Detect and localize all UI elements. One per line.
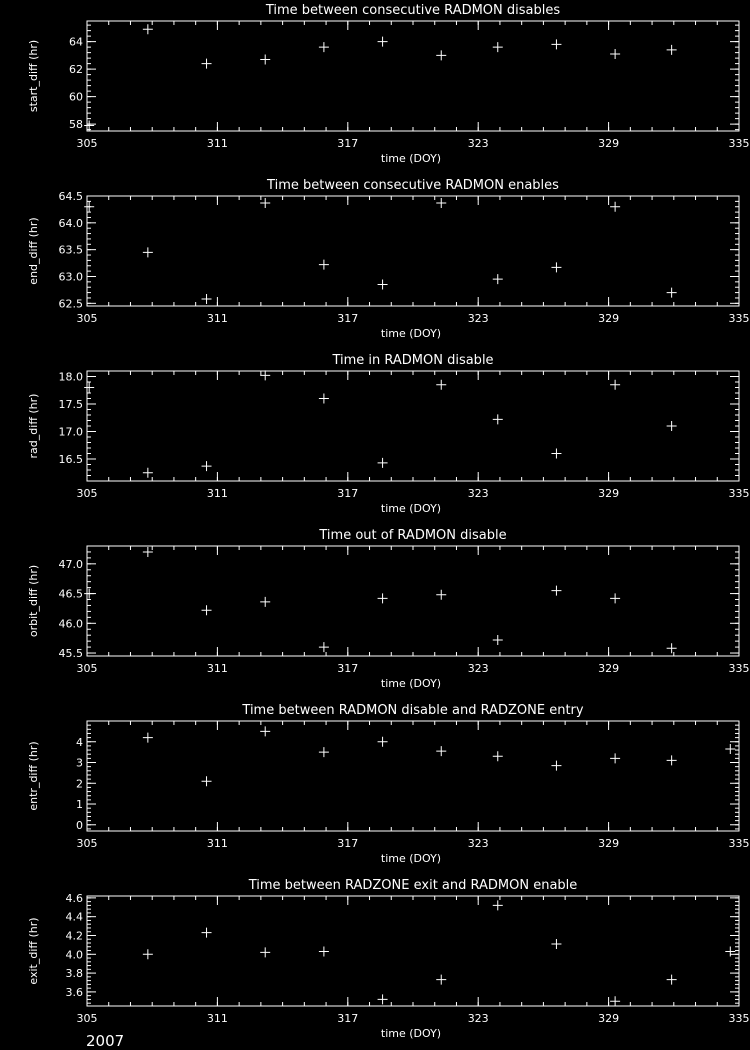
data-point [319,260,329,270]
data-point [143,247,153,257]
x-tick-label: 317 [337,312,359,325]
y-tick-label: 45.5 [58,647,83,661]
y-axis-label: end_diff (hr) [27,217,40,285]
x-tick-label: 317 [337,487,359,500]
data-point [610,593,620,603]
y-tick-label: 64.0 [58,216,83,230]
data-point [143,468,153,478]
chart-title: Time in RADMON disable [332,353,494,368]
data-point [84,383,94,393]
y-tick-label: 16.5 [58,453,83,466]
data-point [667,288,677,298]
chart-title: Time between RADMON disable and RADZONE entry [242,703,584,718]
x-tick-label: 329 [598,312,620,325]
chart-panel-5 [27,703,750,865]
data-point [143,949,153,959]
data-point [551,449,561,459]
data-point [84,202,94,212]
y-tick-label: 17.0 [58,425,83,439]
data-point [378,994,388,1004]
y-axis-label: rad_diff (hr) [27,393,40,459]
x-tick-label: 317 [337,837,359,850]
y-axis-label: start_diff (hr) [27,39,40,113]
x-tick-label: 323 [467,137,489,150]
chart-panel-2 [27,178,750,340]
data-point [84,121,94,131]
y-tick-label: 46.5 [58,587,83,601]
data-point [202,605,212,615]
data-point [319,747,329,757]
x-tick-label: 305 [76,312,98,325]
y-tick-label: 58 [69,118,83,132]
data-point [493,635,503,645]
data-point [202,294,212,304]
y-tick-label: 47.0 [58,557,83,571]
plot-frame [87,546,739,656]
plot-frame [87,371,739,481]
plot-frame [87,896,739,1006]
x-tick-label: 305 [76,137,98,150]
data-point [378,280,388,290]
x-tick-label: 323 [467,1012,489,1025]
x-tick-label: 329 [598,837,620,850]
data-point [202,776,212,786]
data-point [260,370,270,380]
y-tick-label: 2 [76,777,83,791]
data-point [378,737,388,747]
y-tick-label: 62.5 [58,297,83,311]
x-tick-label: 311 [206,312,228,325]
x-tick-label: 323 [467,837,489,850]
y-tick-label: 62 [69,63,83,77]
data-point [202,461,212,471]
y-tick-label: 3 [76,756,83,770]
data-point [319,642,329,652]
data-point [260,198,270,208]
x-tick-label: 305 [76,662,98,675]
data-point [260,726,270,736]
data-point [667,975,677,985]
x-tick-label: 329 [598,662,620,675]
data-point [493,414,503,424]
x-tick-label: 317 [337,1012,359,1025]
y-tick-label: 3.8 [65,967,83,981]
data-point [319,42,329,52]
x-tick-label: 311 [206,1012,228,1025]
y-tick-label: 4.2 [65,929,83,943]
data-point [551,939,561,949]
chart-panel-1 [27,3,750,165]
data-point [551,586,561,596]
data-point [493,751,503,761]
x-tick-label: 323 [467,487,489,500]
chart-title: Time out of RADMON disable [319,528,507,543]
data-point [202,59,212,69]
data-point [378,593,388,603]
data-point [143,24,153,34]
x-axis-label: time (DOY) [380,327,442,340]
y-tick-label: 3.6 [65,985,83,999]
data-point [436,50,446,60]
x-tick-label: 311 [206,662,228,675]
y-tick-label: 4 [76,735,83,749]
chart-title: Time between consecutive RADMON disables [265,3,561,18]
x-tick-label: 323 [467,312,489,325]
data-point [260,597,270,607]
data-point [378,37,388,47]
y-axis-label: entr_diff (hr) [27,741,40,811]
x-tick-label: 335 [728,837,750,850]
data-point [436,380,446,390]
data-point [260,55,270,65]
x-tick-label: 317 [337,137,359,150]
x-axis-label: time (DOY) [380,852,442,865]
y-tick-label: 1 [76,798,83,812]
data-point [725,744,735,754]
data-point [610,49,620,59]
x-tick-label: 311 [206,137,228,150]
y-tick-label: 46.0 [58,617,83,631]
data-point [667,45,677,55]
x-tick-label: 335 [728,1012,750,1025]
x-tick-label: 305 [76,1012,98,1025]
x-tick-label: 335 [728,662,750,675]
data-point [610,996,620,1006]
x-tick-label: 305 [76,487,98,500]
y-tick-label: 4.0 [65,948,83,962]
chart-panel-3 [27,353,750,515]
y-tick-label: 17.5 [58,398,83,411]
y-tick-label: 4.4 [65,910,83,924]
data-point [143,733,153,743]
data-point [202,928,212,938]
x-tick-label: 329 [598,487,620,500]
data-point [551,761,561,771]
data-point [436,975,446,985]
data-point [551,39,561,49]
y-tick-label: 63.0 [58,270,83,284]
x-axis-label: time (DOY) [380,152,442,165]
year-label: 2007 [86,1032,125,1050]
plot-frame [87,21,739,131]
y-axis-label: exit_diff (hr) [27,917,40,985]
y-tick-label: 18.0 [58,370,83,384]
data-point [319,946,329,956]
y-tick-label: 0 [76,818,83,832]
x-tick-label: 311 [206,837,228,850]
data-point [436,590,446,600]
y-tick-label: 4.6 [65,891,83,905]
y-tick-label: 64.5 [58,190,83,203]
chart-panel-6 [27,878,750,1040]
data-point [493,42,503,52]
data-point [260,947,270,957]
data-point [84,589,94,599]
chart-title: Time between RADZONE exit and RADMON enable [248,878,578,893]
data-point [436,198,446,208]
data-point [436,746,446,756]
y-axis-label: orbit_diff (hr) [27,564,40,638]
data-point [319,394,329,404]
data-point [493,900,503,910]
y-tick-label: 64 [69,35,83,49]
data-point [551,262,561,272]
x-axis-label: time (DOY) [380,677,442,690]
x-tick-label: 311 [206,487,228,500]
x-tick-label: 323 [467,662,489,675]
y-tick-label: 60 [69,90,83,104]
x-tick-label: 329 [598,137,620,150]
data-point [667,421,677,431]
x-tick-label: 305 [76,837,98,850]
data-point [378,458,388,468]
data-point [143,547,153,557]
data-point [610,202,620,212]
plot-frame [87,721,739,831]
data-point [610,753,620,763]
data-point [667,755,677,765]
x-tick-label: 329 [598,1012,620,1025]
x-tick-label: 335 [728,312,750,325]
x-axis-label: time (DOY) [380,502,442,515]
x-tick-label: 317 [337,662,359,675]
plot-frame [87,196,739,306]
data-point [725,946,735,956]
x-tick-label: 335 [728,487,750,500]
x-tick-label: 335 [728,137,750,150]
data-point [610,380,620,390]
data-point [667,643,677,653]
chart-title: Time between consecutive RADMON enables [267,178,559,193]
data-point [493,274,503,284]
x-axis-label: time (DOY) [380,1027,442,1040]
y-tick-label: 63.5 [58,243,83,257]
chart-panel-4 [27,528,750,690]
